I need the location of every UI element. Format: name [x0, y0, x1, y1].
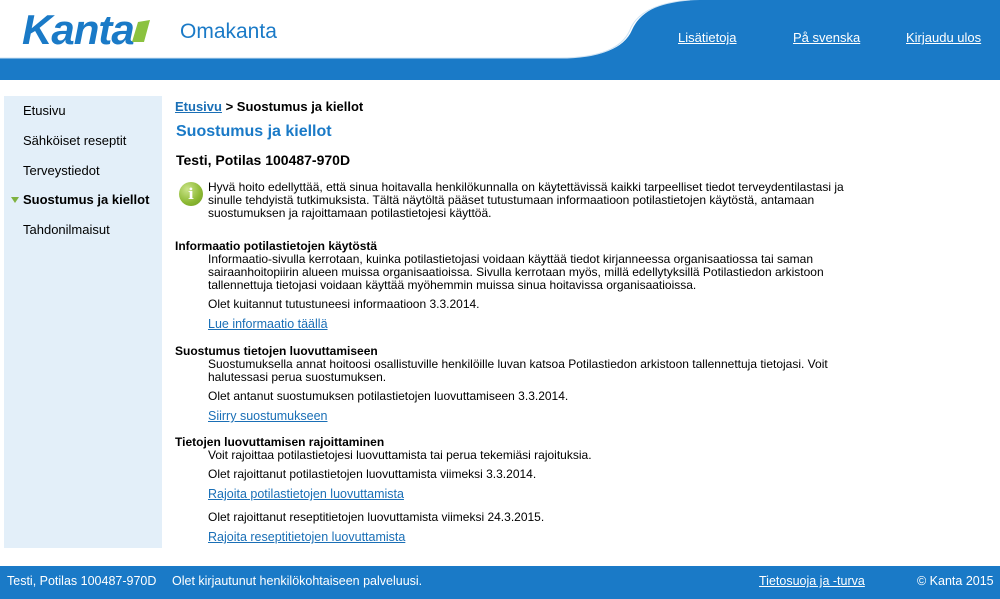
nav-more-info-link[interactable]: Lisätietoja: [678, 30, 737, 45]
privacy-link[interactable]: Tietosuoja ja -turva: [759, 574, 865, 588]
info-icon: i: [179, 182, 203, 206]
section-note: Olet antanut suostumuksen potilastietojen luovuttamiseen 3.3.2014.: [208, 389, 569, 403]
sidebar-item-declarations[interactable]: Tahdonilmaisut: [23, 222, 110, 237]
info-text: Hyvä hoito edellyttää, että sinua hoitavalla henkilökunnalla on käytettävissä kaikki tarpeelliset tiedot terveydentilastasi ja sinulle tehdyistä tutkimuksista. Tältä näytöltä pääset tutustumaan informaatioon potilastietojen käytöstä, antamaan suostumuksen ja rajoittamaan potilastietojesi käyttöä.: [208, 180, 844, 220]
nav-swedish-link[interactable]: På svenska: [793, 30, 861, 45]
kanta-logo[interactable]: Kanta: [22, 6, 134, 53]
section-title: Tietojen luovuttamisen rajoittaminen: [175, 435, 385, 449]
sidebar-item-home[interactable]: Etusivu: [23, 103, 66, 118]
restrict-prescription-data-link[interactable]: Rajoita reseptitietojen luovuttamista: [208, 530, 406, 544]
section-note: Olet rajoittanut reseptitietojen luovuttamista viimeksi 24.3.2015.: [208, 510, 545, 524]
footer-status: Olet kirjautunut henkilökohtaiseen palveluusi.: [172, 574, 423, 588]
section-body: Voit rajoittaa potilastietojesi luovuttamista tai perua tekemiäsi rajoituksia.: [208, 448, 592, 462]
section-restrict: [175, 436, 865, 544]
sidebar-item-health-records[interactable]: Terveystiedot: [23, 163, 100, 178]
section-body: Informaatio-sivulla kerrotaan, kuinka potilastietojasi voidaan käyttää tiedot kirjanneessa organisaatiossa tai saman sairaanhoitopiirin alueen muissa organisaatioissa. Sivulla kerrotaan myös, millä edellytyksillä Potilastiedon arkistoon tallennettuja tietojasi voidaan käyttää myöhemmin muissa sinua hoitavissa organisaatioissa.: [208, 252, 824, 292]
nav-logout-link[interactable]: Kirjaudu ulos: [906, 30, 982, 45]
section-consent: [175, 345, 865, 423]
section-body: Suostumuksella annat hoitoosi osallistuville henkilöille luvan katsoa Potilastiedon arkistoon tallennettuja tietojasi. Voit halutessasi perua suostumuksen.: [208, 357, 828, 384]
go-to-consent-link[interactable]: Siirry suostumukseen: [208, 409, 328, 423]
app-name: Omakanta: [180, 20, 277, 43]
breadcrumb: [175, 99, 363, 114]
copyright: © Kanta 2015: [917, 574, 994, 588]
sidebar-item-consent[interactable]: Suostumus ja kiellot: [23, 192, 150, 207]
section-title: Suostumus tietojen luovuttamiseen: [175, 344, 378, 358]
breadcrumb-current: Suostumus ja kiellot: [236, 99, 364, 114]
read-info-link[interactable]: Lue informaatio täällä: [208, 317, 328, 331]
footer: [0, 566, 1000, 599]
section-info-usage: [175, 240, 865, 331]
breadcrumb-separator: >: [221, 99, 237, 114]
section-note: Olet kuitannut tutustuneesi informaatioon 3.3.2014.: [208, 297, 480, 311]
section-title: Informaatio potilastietojen käytöstä: [175, 239, 378, 253]
header: [0, 0, 1000, 80]
breadcrumb-home-link[interactable]: Etusivu: [175, 99, 222, 114]
restrict-patient-data-link[interactable]: Rajoita potilastietojen luovuttamista: [208, 487, 404, 501]
sidebar: [4, 96, 162, 548]
patient-name: Testi, Potilas 100487-970D: [176, 152, 351, 168]
active-arrow-icon: [11, 197, 19, 203]
section-note: Olet rajoittanut potilastietojen luovuttamista viimeksi 3.3.2014.: [208, 467, 537, 481]
footer-user: Testi, Potilas 100487-970D: [7, 574, 157, 588]
page-title: Suostumus ja kiellot: [176, 123, 332, 140]
logo-mark-icon: [130, 18, 152, 44]
sidebar-item-prescriptions[interactable]: Sähköiset reseptit: [23, 133, 127, 148]
